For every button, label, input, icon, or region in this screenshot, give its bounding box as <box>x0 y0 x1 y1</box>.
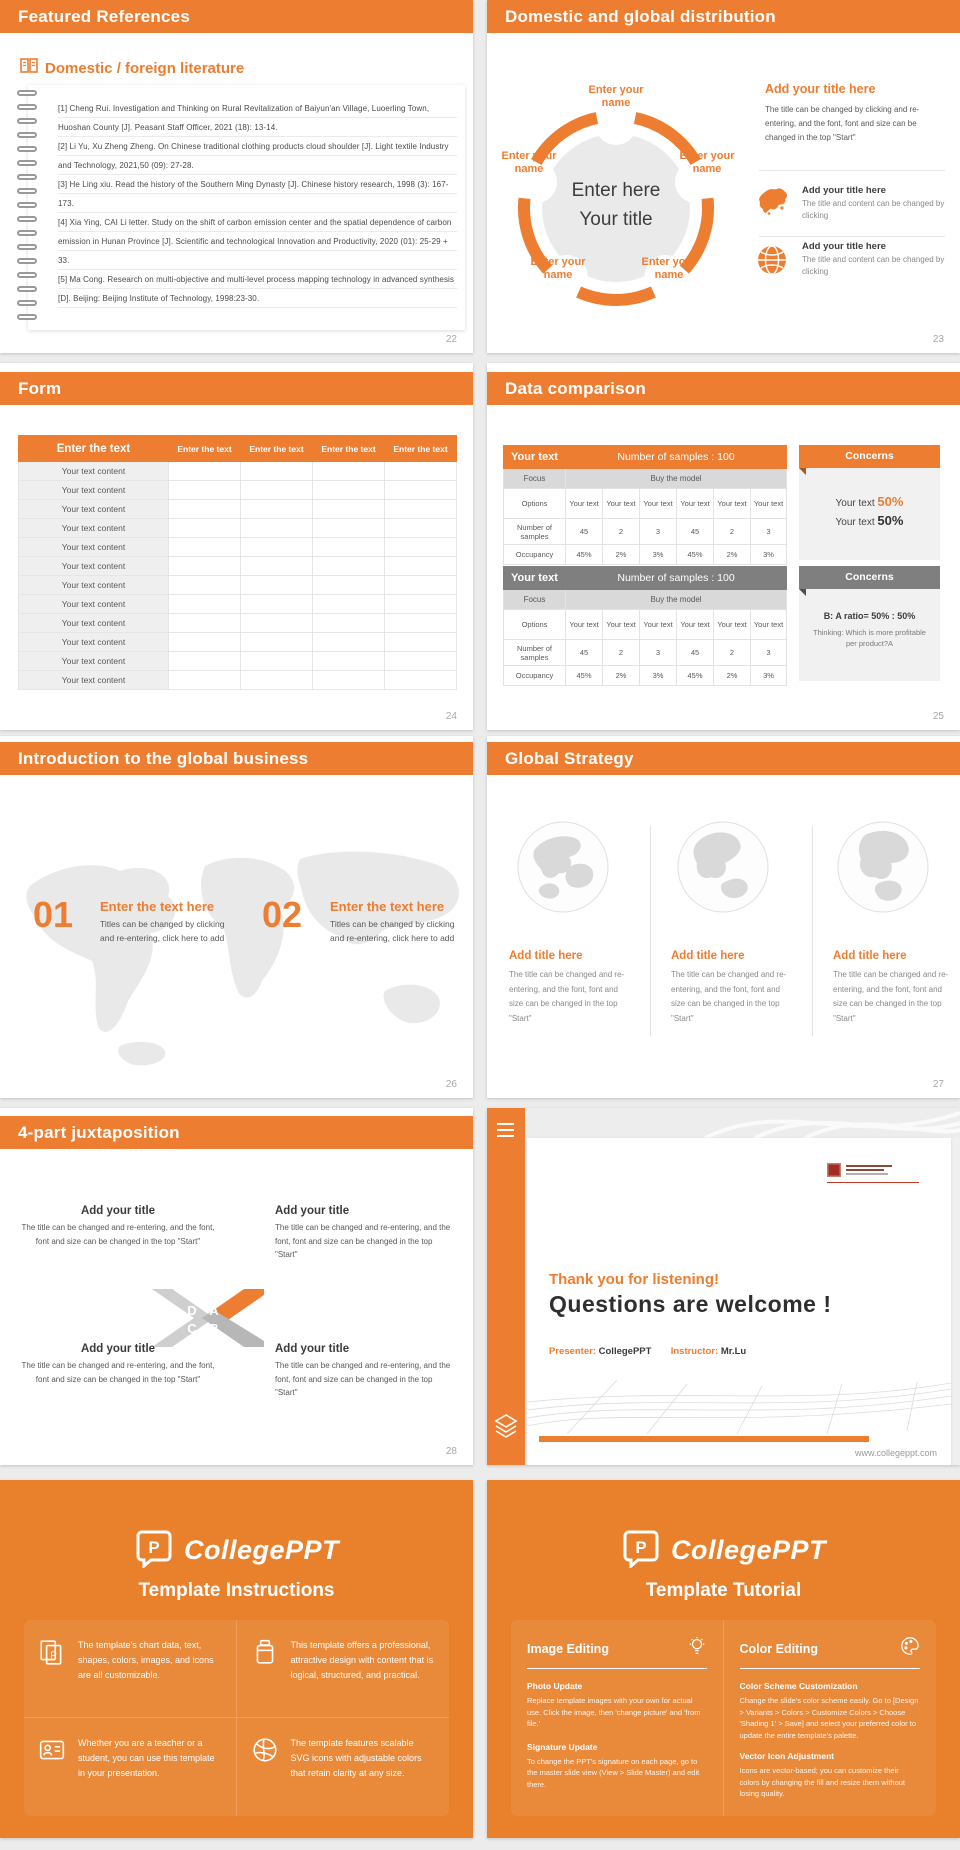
divider <box>759 170 945 171</box>
block-title: Add your title <box>80 1205 156 1217</box>
collegeppt-logo <box>487 1528 960 1573</box>
palette-icon <box>900 1636 920 1661</box>
jar-icon <box>251 1638 279 1699</box>
col-body: The title can be changed and re-entering, and the font, font and size can be changed in the top "Start" <box>833 970 949 1023</box>
panel-title: Template Instructions <box>138 1580 335 1601</box>
instruction-item <box>237 1620 450 1718</box>
block-body: The title can be changed and re-entering, and the font, font and size can be changed in the top "Start" <box>275 1223 451 1259</box>
cell: 45 <box>566 640 603 666</box>
slide-title-bar <box>487 742 960 775</box>
diagram-node-bottom-left: Enter your name <box>530 256 586 281</box>
slide-24-form[interactable] <box>0 363 473 730</box>
col-body: The title can be changed and re-entering, and the font, font and size can be changed in the top "Start" <box>509 970 625 1023</box>
row-label: Options <box>504 489 566 519</box>
table-row <box>19 595 457 614</box>
cell: 45 <box>677 640 714 666</box>
instruction-item <box>24 1620 237 1718</box>
fold-decoration <box>799 468 806 475</box>
item-body: The title and content can be changed by clicking <box>802 255 945 276</box>
right-heading: Add your title here <box>765 82 876 96</box>
instructor-label: Instructor: <box>670 1346 719 1357</box>
comparison-table-b <box>503 566 787 686</box>
slide-26-global-business[interactable] <box>0 736 473 1098</box>
row-label: Your text content <box>19 462 169 481</box>
row-label: Your text content <box>19 500 169 519</box>
row-label: Your text content <box>19 576 169 595</box>
item-title: Enter the text here <box>100 899 215 914</box>
layers-icon <box>494 1413 518 1444</box>
section-title: Domestic / foreign literature <box>45 59 245 77</box>
empty-cell <box>169 462 241 481</box>
thinking-line: Thinking: Which is more profitable per product?A <box>813 628 926 648</box>
table-row <box>19 633 457 652</box>
col-title: Add title here <box>833 950 907 962</box>
col-title: Add title here <box>509 950 583 962</box>
cell: 2% <box>714 666 751 686</box>
tutorial-col-header: Color Editing <box>739 1641 818 1656</box>
item-body: Titles can be changed by clicking and re-entering, click here to add <box>100 919 225 943</box>
column-header: Enter the text <box>19 436 169 462</box>
logo-text: CollegePPT <box>670 1535 827 1565</box>
column-header: Enter the text <box>385 436 457 462</box>
collegeppt-logo <box>0 1528 473 1573</box>
table-row <box>19 576 457 595</box>
cell: 3% <box>640 666 677 686</box>
thank-you-card <box>527 1138 951 1465</box>
presenter-label: Presenter: <box>549 1346 596 1357</box>
cell: 2% <box>714 545 751 565</box>
section-heading <box>20 58 244 78</box>
world-map-background <box>0 831 473 1071</box>
globe-icon <box>755 243 789 282</box>
cell: 2 <box>714 519 751 545</box>
instruction-grid <box>24 1620 449 1816</box>
cell: Your text <box>751 489 787 519</box>
cell: 45% <box>677 545 714 565</box>
tutorial-section-title: Photo Update <box>527 1681 583 1691</box>
row-label: Occupancy <box>504 545 566 565</box>
diagram-center-text <box>536 176 696 234</box>
reference-entry: [2] Li Yu, Xu Zheng Zheng. On Chinese traditional clothing products cloud shoulder [J]. Light textile Industry and Technology, 2021,50 (09): 27-28. <box>58 142 449 170</box>
cell: Your text <box>566 489 603 519</box>
table-row <box>19 671 457 690</box>
ball-icon <box>251 1736 279 1798</box>
slide-title: Featured References <box>18 7 190 26</box>
tutorial-section-title: Signature Update <box>527 1741 598 1752</box>
cell: 2 <box>603 640 640 666</box>
slide-title-bar <box>0 372 473 405</box>
empty-cell <box>313 462 385 481</box>
tutorial-column <box>724 1620 937 1816</box>
slide-title-bar <box>487 0 960 33</box>
page-number: 24 <box>445 711 457 722</box>
concerns-box-a <box>793 445 940 560</box>
column-divider <box>812 826 813 1036</box>
divider <box>759 236 945 237</box>
table-title: Your text <box>504 567 566 590</box>
form-table <box>18 435 457 690</box>
row-label: Your text content <box>19 538 169 557</box>
empty-cell <box>241 462 313 481</box>
credits-line <box>549 1346 746 1357</box>
cell: Your text <box>603 610 640 640</box>
cell: 45% <box>566 545 603 565</box>
col-title: Add title here <box>671 950 745 962</box>
item-number: 01 <box>33 894 74 935</box>
cell: 3 <box>751 640 787 666</box>
slide-23-distribution[interactable] <box>487 0 960 353</box>
cell: 3 <box>751 519 787 545</box>
tutorial-section-body: To change the PPT's signature on each page, go to the master slide view (View > Slide Master) and edit there. <box>527 1756 700 1789</box>
row-label: Number of samples <box>504 640 566 666</box>
cell: 2% <box>603 666 640 686</box>
slide-title-bar <box>0 742 473 775</box>
block-body: The title can be changed and re-entering, and the font, font and size can be changed in the top "Start" <box>275 1361 451 1397</box>
cell: 45% <box>677 666 714 686</box>
focus-value: Buy the model <box>566 469 787 489</box>
row-label: Your text content <box>19 671 169 690</box>
block-body: The title can be changed and re-entering, and the font, font and size can be changed in the top "Start" <box>21 1223 215 1246</box>
tutorial-section-body: Icons are vector-based; you can customize their colors by changing the fill and resize them without losing quality. <box>739 1766 906 1798</box>
concerns-body <box>799 468 940 560</box>
letter-a: A <box>209 1303 219 1318</box>
swoosh-decoration <box>525 1108 960 1138</box>
col-body: The title can be changed and re-entering, and the font, font and size can be changed in the top "Start" <box>671 970 787 1023</box>
table-row <box>19 481 457 500</box>
slide-title: Form <box>18 379 62 398</box>
diagram-node-left: Enter your name <box>501 150 557 175</box>
page-number: 27 <box>932 1079 944 1090</box>
instruction-text: The template features scalable SVG icons with adjustable colors that retain clarity at any size. <box>290 1738 422 1778</box>
slide-title-bar <box>0 0 473 33</box>
diagram-node-bottom-right: Enter your name <box>641 256 697 281</box>
table-samples: Number of samples : 100 <box>566 446 787 469</box>
diagram-node-top: Enter your name <box>588 84 644 109</box>
row-label: Occupancy <box>504 666 566 686</box>
tutorial-col-header: Image Editing <box>527 1641 609 1656</box>
page-number: 22 <box>445 334 457 345</box>
svg-text:P: P <box>635 1538 647 1557</box>
cell: 3% <box>751 666 787 686</box>
slide-title: Introduction to the global business <box>18 749 309 768</box>
table-row <box>19 652 457 671</box>
instruction-text: The template's chart data, text, shapes, colors, images, and icons are all customizable. <box>78 1640 214 1680</box>
china-map-icon <box>755 186 791 221</box>
panel-template-tutorial <box>487 1480 960 1838</box>
letter-c: C <box>187 1321 197 1336</box>
letter-b: B <box>209 1321 219 1336</box>
center-line-1: Enter here <box>571 180 661 201</box>
cell: 3 <box>640 640 677 666</box>
item-title: Enter the text here <box>330 899 445 914</box>
concerns-title: Concerns <box>799 445 940 468</box>
reference-entry: [1] Cheng Rui. Investigation and Thinking on Rural Revitalization of Baiyun'an Village, Luoerling Town, Huoshan County [J]. Peasant Staff Officer, 2021 (18): 13-14. <box>58 104 430 132</box>
globe-icon <box>675 819 771 915</box>
instruction-item <box>24 1718 237 1816</box>
item-title: Add your title here <box>802 241 886 252</box>
accent-bar <box>539 1436 869 1442</box>
cell: 3% <box>640 545 677 565</box>
instructor-name: Mr.Lu <box>720 1346 747 1357</box>
cell: 2 <box>714 640 751 666</box>
cell: Your text <box>640 610 677 640</box>
slide-title-bar <box>487 372 960 405</box>
slide-22-featured-references[interactable] <box>0 0 473 353</box>
slide-25-data-comparison[interactable] <box>487 363 960 730</box>
slide-27-global-strategy[interactable] <box>487 736 960 1098</box>
reference-entry: [3] He Ling xiu. Read the history of the Southern Ming Dynasty [J]. Chinese history research, 1998 (3): 167-173. <box>58 180 449 208</box>
panel-title: Template Tutorial <box>645 1580 802 1601</box>
slide-title: Global Strategy <box>505 749 634 768</box>
cell: 3 <box>640 519 677 545</box>
instruction-item <box>237 1718 450 1816</box>
cell: Your text <box>751 610 787 640</box>
tutorial-section-title: Color Scheme Customization <box>739 1681 858 1691</box>
ratio-line: B: A ratio= 50% : 50% <box>823 611 916 621</box>
focus-label: Focus <box>504 590 566 610</box>
wireframe-mesh <box>527 1376 951 1434</box>
table-row <box>19 614 457 633</box>
comparison-table-a <box>503 445 787 565</box>
cell: Your text <box>714 610 751 640</box>
row-label: Your text content <box>19 519 169 538</box>
cell: 45 <box>566 519 603 545</box>
fold-decoration <box>799 589 806 596</box>
cell: 2% <box>603 545 640 565</box>
concerns-box-b <box>793 566 940 681</box>
thanks-line-2: Questions are welcome ! <box>549 1291 832 1317</box>
right-body: The title can be changed by clicking and re-entering, and the font, font and size can be changed in the top "Start" <box>765 105 920 142</box>
table-title: Your text <box>504 446 566 469</box>
page-number: 26 <box>445 1079 457 1090</box>
panel-template-instructions <box>0 1480 473 1838</box>
block-title: Add your title <box>275 1205 350 1217</box>
pages-icon <box>38 1638 66 1699</box>
globe-icon <box>835 819 931 915</box>
table-row <box>19 557 457 576</box>
hamburger-icon <box>497 1123 514 1137</box>
tutorial-section-body: Change the slide's color scheme easily. Go to [Design > Variants > Colors > Customize Colors > Choose 'Shading 1' > Save] and select your preferred color to update the entire template's palette. <box>739 1696 919 1740</box>
table-header-row <box>19 436 457 462</box>
concerns-title: Concerns <box>799 566 940 589</box>
tutorial-column <box>511 1620 724 1816</box>
item-body: Titles can be changed by clicking and re-entering, click here to add <box>330 919 455 943</box>
block-title: Add your title <box>80 1343 156 1355</box>
university-logo <box>827 1163 937 1183</box>
instruction-text: Whether you are a teacher or a student, you can use this template in your presentation. <box>78 1738 215 1778</box>
cell: 45% <box>566 666 603 686</box>
id-card-icon <box>38 1736 66 1798</box>
slide-28-juxtaposition[interactable] <box>0 1108 473 1465</box>
table-row <box>19 500 457 519</box>
column-divider <box>650 826 651 1036</box>
column-header: Enter the text <box>169 436 241 462</box>
row-label: Your text content <box>19 481 169 500</box>
cell: 2 <box>603 519 640 545</box>
block-body: The title can be changed and re-entering, and the font, font and size can be changed in the top "Start" <box>21 1361 215 1384</box>
tutorial-section-body: Replace template images with your own for actual use. Click the image, then 'change picture' and 'from file.' <box>527 1696 701 1728</box>
table-row <box>19 538 457 557</box>
row-label: Your text content <box>19 652 169 671</box>
cell: Your text <box>640 489 677 519</box>
block-title: Add your title <box>275 1343 350 1355</box>
concerns-body <box>799 589 940 681</box>
row-label: Your text content <box>19 614 169 633</box>
slide-title-bar <box>0 1116 473 1149</box>
svg-text:P: P <box>50 1650 57 1662</box>
slide-title: 4-part juxtaposition <box>18 1123 180 1142</box>
row-label: Your text content <box>19 633 169 652</box>
letter-d: D <box>187 1303 197 1318</box>
column-header: Enter the text <box>313 436 385 462</box>
row-label: Your text content <box>19 595 169 614</box>
cell: Your text <box>677 489 714 519</box>
bulb-icon <box>687 1636 707 1661</box>
concern-line: Your text 50% <box>835 494 904 509</box>
focus-label: Focus <box>504 469 566 489</box>
spiral-binding <box>17 90 37 320</box>
reference-entry: [4] Xia Ying, CAI Li letter. Study on the shift of carbon emission center and the spatial dependence of carbon emission in Hunan Province [J]. Scientific and technological Innovation and Productivity, 2020 (01): 25-29 + 33. <box>58 218 452 265</box>
page-number: 25 <box>932 711 944 722</box>
collegeppt-logo-icon <box>621 1528 661 1573</box>
globe-icon <box>515 819 611 915</box>
concern-line: Your text 50% <box>835 513 904 528</box>
tutorial-grid <box>511 1620 936 1816</box>
cell: Your text <box>566 610 603 640</box>
thanks-line-1: Thank you for listening! <box>549 1271 720 1288</box>
collegeppt-logo-icon <box>134 1528 174 1573</box>
page-number: 23 <box>932 334 944 345</box>
slide-sidebar <box>487 1108 525 1465</box>
empty-cell <box>385 462 457 481</box>
row-label: Your text content <box>19 557 169 576</box>
svg-text:P: P <box>148 1538 160 1557</box>
item-body: The title and content can be changed by clicking <box>802 199 945 220</box>
row-label: Number of samples <box>504 519 566 545</box>
cell: Your text <box>603 489 640 519</box>
page-number: 28 <box>445 1446 457 1457</box>
logo-text: CollegePPT <box>183 1535 340 1565</box>
item-title: Add your title here <box>802 185 886 196</box>
center-line-2: Your title <box>579 209 653 230</box>
book-icon <box>20 58 38 78</box>
slide-thank-you[interactable] <box>487 1108 960 1465</box>
literature-panel <box>28 85 465 330</box>
cell: Your text <box>677 610 714 640</box>
tutorial-section-title: Vector Icon Adjustment <box>739 1751 835 1761</box>
slide-title: Domestic and global distribution <box>505 7 776 26</box>
row-label: Options <box>504 610 566 640</box>
table-row <box>19 519 457 538</box>
cell: 3% <box>751 545 787 565</box>
presenter-name: CollegePPT <box>598 1346 652 1357</box>
slide-title: Data comparison <box>505 379 646 398</box>
reference-list <box>58 99 457 324</box>
column-header: Enter the text <box>241 436 313 462</box>
diagram-node-right: Enter your name <box>679 150 735 175</box>
reference-entry: [5] Ma Cong. Research on multi-objective and multi-level process mapping technology in advanced synthesis [D]. Beijing: Beijing Institute of Technology, 1998:23-30. <box>58 275 455 303</box>
cell: 45 <box>677 519 714 545</box>
table-samples: Number of samples : 100 <box>566 567 787 590</box>
item-number: 02 <box>262 894 303 935</box>
focus-value: Buy the model <box>566 590 787 610</box>
website-url: www.collegeppt.com <box>854 1448 937 1458</box>
instruction-text: This template offers a professional, attractive design with content that is logical, structured, and practical. <box>290 1640 434 1680</box>
cell: Your text <box>714 489 751 519</box>
table-row <box>19 462 457 481</box>
